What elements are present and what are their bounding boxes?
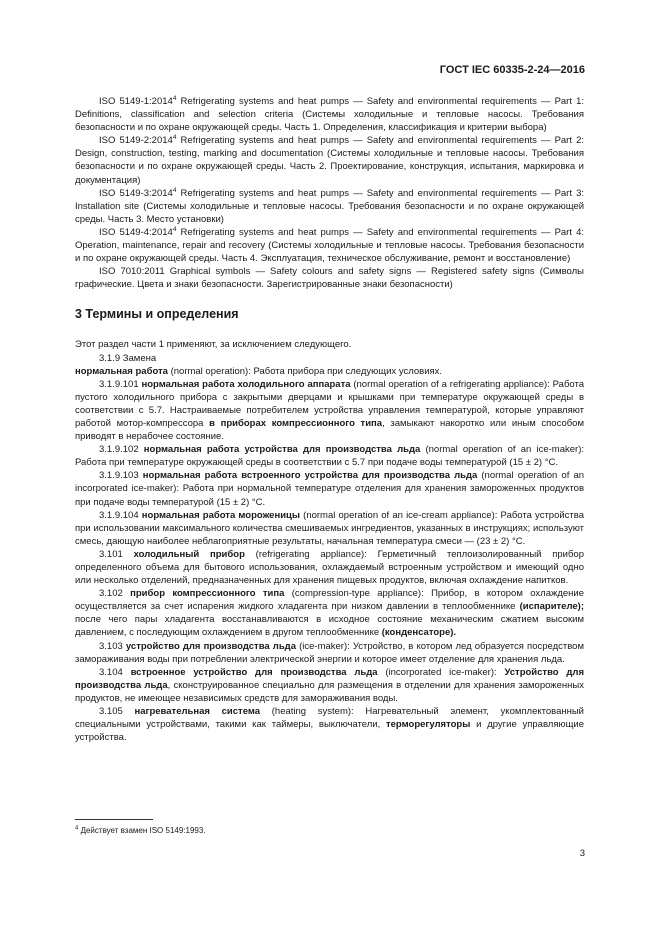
definition-3-102: 3.102 прибор компрессионного типа (compression-type appliance): Прибор, в котором охлаждение осуществляется за счет испарения жидкого хладагента при низком давлении в теплообменнике (испарителе); после чего пары хладагента восстанавливаются в исходное состояние механическим сжатием высоким давлением, с последующим охлаждением в другом теплообменнике (конденсаторе). — [75, 588, 584, 639]
page-body — [75, 95, 584, 744]
definition-3-1-9-101: 3.1.9.101 нормальная работа холодильного аппарата (normal operation of a refrigerating appliance): Работа пустого холодильного прибора с закрытыми дверцами и крышками при температуре окружающей среды в соответствии с 5.7. Настраиваемые потребителем устройства управления температурой, которые управляют работой мотор-компрессора в приборах компрессионного типа, замыкают накоротко или иным способом приводят в нерабочее состояние. — [75, 378, 584, 443]
definition-3-1-9-103: 3.1.9.103 нормальная работа встроенного устройства для производства льда (normal operation of an incorporated ice-maker): Работа при нормальной температуре отделения для хранения замороженных продуктов при подаче воды температурой (15 ± 2) °С. — [75, 470, 585, 508]
page-number: 3 — [579, 848, 585, 859]
footnote-divider — [75, 819, 153, 820]
definition-3-101: 3.101 холодильный прибор (refrigerating appliance): Герметичный теплоизолированный прибор определенного объема для бытового использования, охлаждаемый встроенным устройством и имеющий одно или несколько отделений, предназначенных для хранения пищевых продуктов, включая охлаждение напитков. — [75, 548, 584, 587]
footnote-mark: 4 — [75, 825, 79, 832]
section-intro: Этот раздел части 1 применяют, за исключением следующего. — [75, 339, 352, 351]
footnote-ref[interactable]: 4 — [172, 134, 177, 142]
definition-3-104: 3.104 встроенное устройство для производства льда (incorporated ice-maker): Устройство для производства льда, сконструированное специально для размещения в отделении для хранения замороженных продуктов, не имеющее независимых средств для замораживания воды. — [75, 666, 585, 704]
normative-reference: ISO 5149-3:2014$^4$ Refrigerating systems and heat pumps — Safety and environmental requirements — Part 3: Installation site (Системы холодильные и тепловые насосы. Требования безопасности и по охране окружающей среды. Часть 3. Место установки) — [75, 186, 585, 225]
footnote-ref[interactable]: 4 — [172, 94, 177, 102]
normative-reference: ISO 5149-2:2014$^4$ Refrigerating systems and heat pumps — Safety and environmental requirements — Part 2: Design, construction, testing, marking and documentation (Системы холодильные и тепловые насосы. Требования безопасности и по охране окружающей среды. Часть 2. Проектирование, конструкция, испытания, маркировка и документация) — [75, 134, 585, 186]
section-heading: 3 Термины и определения — [75, 307, 239, 322]
footnote-ref[interactable]: 4 — [172, 186, 177, 194]
definition-3-105: 3.105 нагревательная система (heating system): Нагревательный элемент, укомплектованный специальными устройствами, такими как таймеры, выключатели, терморегуляторы и другие управляющие устройства. — [75, 706, 584, 744]
document-header: ГОСТ IEC 60335-2-24—2016 — [439, 64, 585, 76]
definition-3-1-9-104: 3.1.9.104 нормальная работа мороженицы (normal operation of an ice-cream appliance): Работа устройства при использовании максимального количества смешиваемых ингредиентов, указанных в инструкциях; используют смесь, дающую наиболее неблагоприятные результаты, начальная температура смеси — (23 ± 2) °С. — [75, 509, 584, 547]
definition-3-103: 3.103 устройство для производства льда (ice-maker): Устройство, в котором лед образуется посредством замораживания воды при потреблении электрической энергии и которое имеет отделение для хранения льда. — [75, 640, 584, 665]
definition-3-1-9-102: 3.1.9.102 нормальная работа устройства для производства льда (normal operation of an ice-maker): Работа при температуре окружающей среды в соответствии с 5.7 при подаче воды температурой (15 ± 2) °С. — [75, 444, 584, 469]
footnote: $^4$ Действует взамен ISO 5149:1993. — [75, 825, 206, 835]
normative-reference: ISO 5149-4:2014$^4$ Refrigerating systems and heat pumps — Safety and environmental requirements — Part 4: Operation, maintenance, repair and recovery (Системы холодильные и тепловые насосы. Требования безопасности и по охране окружающей среды. Часть 4. Эксплуатация, техническое обслуживание, ремонт и восстановление) — [75, 225, 585, 265]
footnote-ref[interactable]: 4 — [172, 225, 177, 233]
normative-reference: ISO 5149-1:2014$^4$ Refrigerating systems and heat pumps — Safety and environmental requirements — Part 1: Definitions, classification and selection criteria (Системы холодильные и тепловые насосы. Требования безопасности и по охране окружающей среды. Часть 1. Определения, классификация и критерии выбора) — [75, 94, 585, 134]
normative-reference: ISO 7010:2011 Graphical symbols — Safety colours and safety signs — Registered safety signs (Символы графические. Цвета и знаки безопасности. Зарегистрированные знаки безопасности) — [75, 266, 584, 291]
clause-replacement: 3.1.9 Замена — [99, 352, 157, 364]
definition-normal-operation: нормальная работа (normal operation): Работа прибора при следующих условиях. — [75, 365, 443, 377]
